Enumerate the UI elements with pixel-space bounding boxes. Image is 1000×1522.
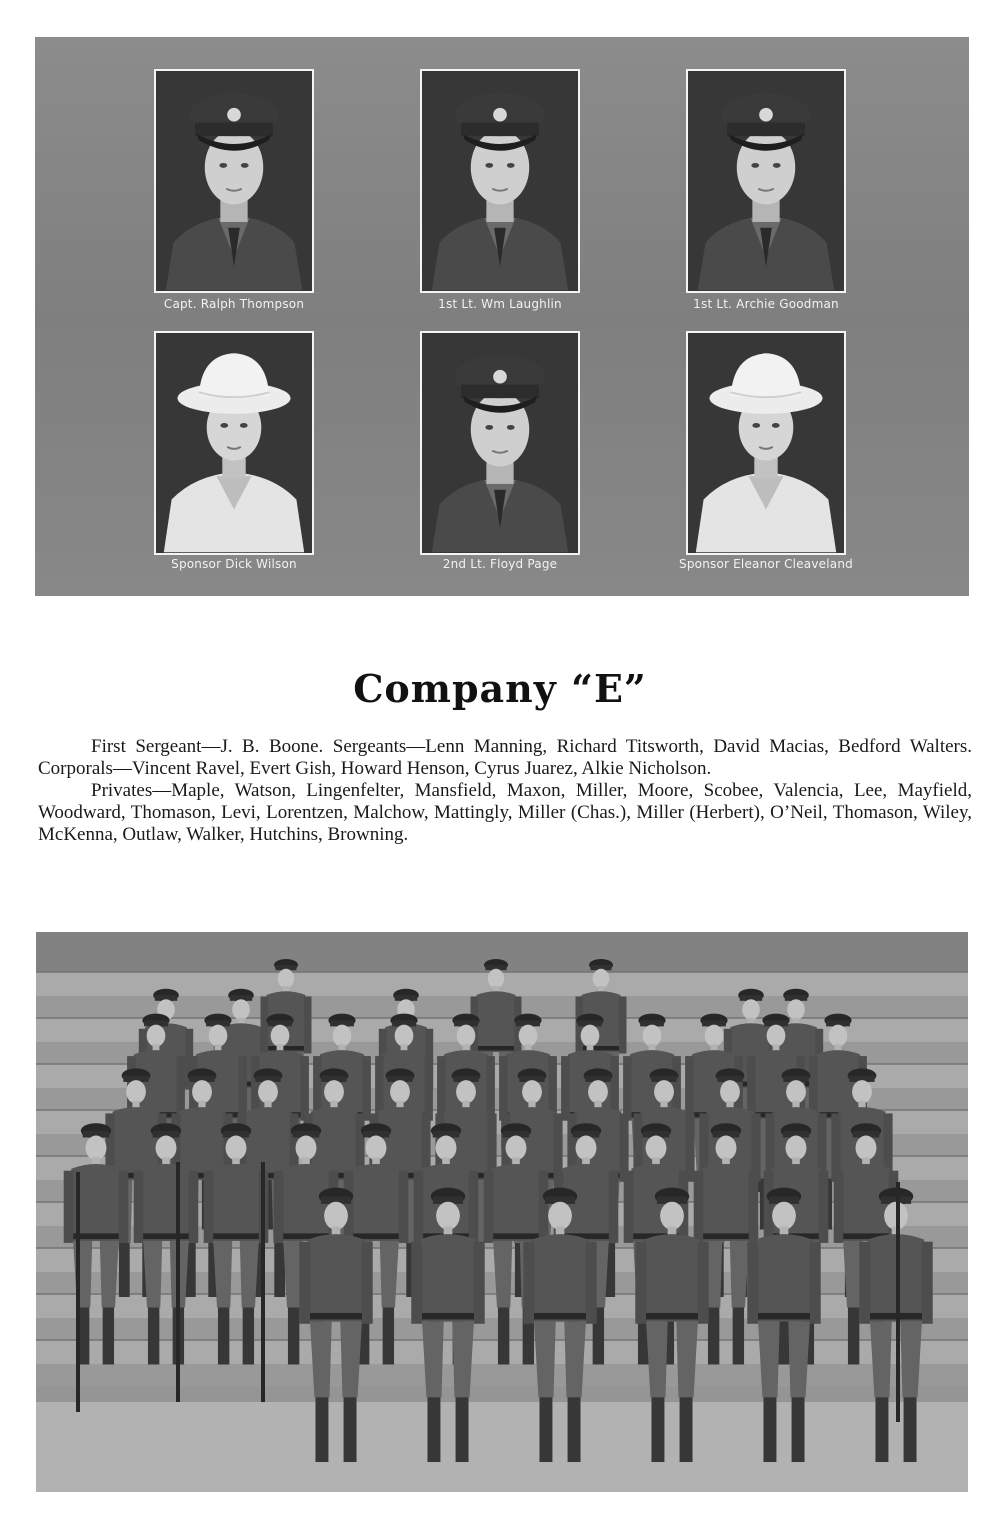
officer-portrait [686, 69, 846, 293]
portrait-caption: 1st Lt. Archie Goodman [693, 297, 839, 311]
officer-portrait [154, 69, 314, 293]
roster-privates: Privates—Maple, Watson, Lingenfelter, Mansfield, Maxon, Miller, Moore, Scobee, Valencia, Lee, Mayfield, Woodward, Thomason, Levi, Lorentzen, Malchow, Mattingly, Miller (Chas.), Miller (Herbert), O’Neil, Thomason, Wiley, McKenna, Outlaw, Walker, Hutchins, Browning. [38, 780, 972, 845]
officer-portrait [686, 331, 846, 555]
portrait-caption: Capt. Ralph Thompson [163, 297, 305, 311]
portrait-caption: Sponsor Eleanor Cleaveland [679, 557, 853, 571]
group-photo-image [36, 932, 968, 1492]
portrait-caption: 2nd Lt. Floyd Page [442, 557, 558, 571]
officer-portrait [154, 331, 314, 555]
company-group-photo [36, 932, 968, 1492]
roster-ncos: First Sergeant—J. B. Boone. Sergeants—Lenn Manning, Richard Titsworth, David Macias, Bedford Walters. Corporals—Vincent Ravel, Evert Gish, Howard Henson, Cyrus Juarez, Alkie Nicholson. [38, 736, 972, 779]
portrait-photo [156, 71, 312, 291]
officer-portrait [420, 69, 580, 293]
portrait-photo [156, 333, 312, 553]
company-roster [38, 736, 972, 846]
portrait-photo [422, 71, 578, 291]
portrait-photo [422, 333, 578, 553]
portrait-photo [688, 71, 844, 291]
page-title: Company “E” [353, 666, 647, 711]
portrait-caption: Sponsor Dick Wilson [171, 557, 297, 571]
portrait-photo [688, 333, 844, 553]
officer-portrait-panel [35, 37, 969, 596]
portrait-caption: 1st Lt. Wm Laughlin [438, 297, 562, 311]
officer-portrait [420, 331, 580, 555]
